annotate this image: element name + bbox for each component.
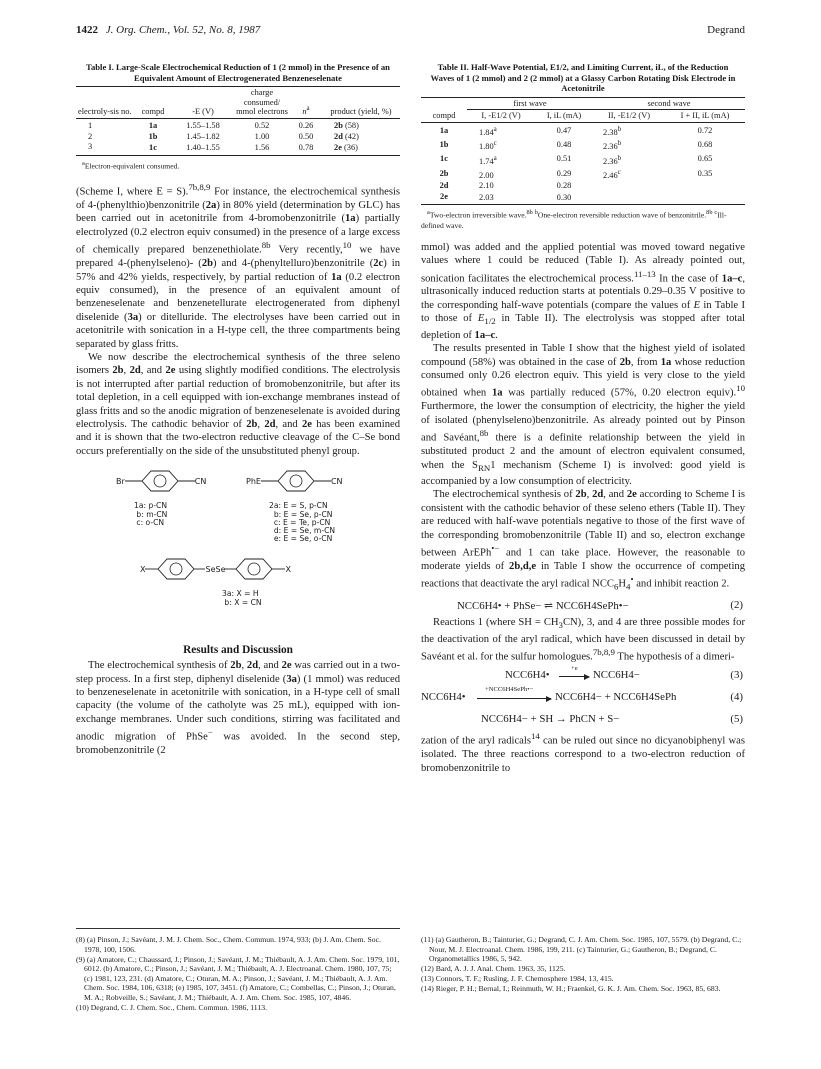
structure-1-labels: 1a: p-CN b: m-CN c: o-CN (134, 501, 168, 527)
equation-4: NCC6H4• +NCC6H4SePh•− NCC6H4− + NCC6H4SePh (4) (421, 686, 743, 704)
body-paragraph: zation of the aryl radicals$^{14}$ can be ruled out since no dicyanobiphenyl was isolated. The three reactions correspond to a two-electron reduction of bromobenzonitrile to (421, 731, 745, 774)
running-head (76, 24, 745, 40)
structure-3-diselenide: SeSe (205, 564, 226, 574)
table1 (76, 86, 400, 156)
footnotes-left (76, 928, 400, 1013)
footnote: (14) Rieger, P. H.; Bernal, I.; Reinmuth, W. H.; Fraenkel, G. K. J. Am. Chem. Soc. 1963, 85, 683. (421, 984, 721, 994)
structure-2-substituent-right: CN (330, 476, 343, 486)
structure-1-substituent-right: CN (194, 476, 207, 486)
body-paragraph: mmol) was added and the applied potential was moved toward negative values where 1 could be reduced (Table I). As already pointed out, sonication facilitates the electrochemical process.$^{11-13}$ In the case of 1a–c, ultrasonically induced reduction starts at potentials 0.29–0.35 V positive to the corresponding half-wave potentials (compare the values of E in Table I to those of $E_{1/2}$ in Table II). The electrolysis was stopped after total depletion of 1a–c. (421, 241, 746, 341)
footnote: (10) Degrand, C. J. Chem. Soc., Chem. Commun. 1986, 1113. (76, 1003, 267, 1013)
body-paragraph: Reactions 1 (where SH = $CH_3CN$), 3, and 4 are three possible modes for the deactivation of the aryl radical, which have been discussed in detail by Savéant et al. for the sulfur homologues.$^{7b,8,9}$ The hypothesis of a dimeri- (421, 617, 745, 663)
table2-header-ii-e: II, -E1/2 (V) (607, 111, 651, 120)
table2-header-i-e: I, -E1/2 (V) (481, 111, 521, 120)
table-row: 2b 2.00 0.29 2.46$^c$ 0.35 (439, 167, 713, 180)
table1-header-no: electroly-sis no. (78, 107, 132, 116)
table1-header-e: -E (V) (192, 107, 214, 116)
table2-group-first: first wave (467, 97, 593, 110)
equation-3: NCC6H4• +e NCC6H4− (3) (505, 665, 743, 682)
footnote: (11) (a) Gautheron, B.; Tainturier, G.; Degrand, C. J. Am. Chem. Soc. 1985, 107, 5579. (b) Degrand, C.; Nour, M. J. Electroanal. Chem. 1986, 199, 211. (c) Tainturier, G.; Gautheron, B.; Degrand, C. Organometallics 1986, 5, 942. (421, 935, 742, 964)
body-paragraph: (Scheme I, where E = S).$^{7b,8,9}$ For instance, the electrochemical synthesis of 4-(phenylthio)benzonitrile (2a) in 80% yield (determination by GLC) has been carried out in acetonitrile from 4-bromobenzonitrile (1a) partially electrolyzed (0.2 electron equiv consumed) in the presence of a large excess of chemically prepared benzenethiolate.$^{8b}$ Very recently,$^{10}$ we have prepared 4-(phenylseleno)- (2b) and 4-(phenyltelluro)benzonitrile (2c) in 57% and 42% yields, respectively, by partial reduction of 1a (0.2 electron equiv consumed), in the presence of an equivalent amount of benzeneselenate and benzenetellurate electrogenerated from diphenyl diselenide (3a) or ditelluride. The electrolyses have been carried out in acetonitrile with sonication in a H-type cell, the three compartments being separated by glass fritts. (76, 182, 401, 350)
benzene-ring-icon (261, 468, 331, 494)
table-row: 2e 2.03 0.30 (421, 192, 745, 205)
table-row: 2d 2.10 0.28 (439, 181, 572, 191)
section-title: Results and Discussion (183, 644, 293, 657)
structure-2-labels: 2a: E = S, p-CN b: E = Se, p-CN c: E = Te, p-CN d: E = Se, m-CN e: E = Se, o-CN (269, 501, 336, 544)
body-paragraph: The electrochemical synthesis of 2b, 2d, and 2e was carried out in a two-step process. In a first step, diphenyl diselenide (3a) (1 mmol) was reduced to benzeneselenate in acetonitrile with sonication, in a H-type cell of small capacity (the volume of the catholyte was 25 mL), equipped with ion-exchange membranes. Under such conditions, stirring was facilitated and anodic migration of PhSe− was avoided. In the second step, bromobenzonitrile (2 (76, 660, 400, 757)
table1-footnote: $^a$Electron-equivalent consumed. (82, 159, 180, 171)
table-row: 1 1a 1.55–1.58 0.52 0.26 2b (58) (88, 121, 359, 130)
table-row: 1c 1.74$^a$ 0.51 2.36$^b$ 0.65 (440, 153, 713, 166)
footnotes-right (421, 928, 745, 995)
left-column (76, 62, 400, 758)
table2-footnotes: $^a$Two-electron irreversible wave.$^{8b}$ $^b$One-electron reversible reduction wave of benzonitrile.$^{8b}$ $^c$Ill-defined wave. (421, 209, 727, 230)
structure-2-substituent-left: PhE (246, 476, 261, 486)
footnote: (12) Bard, A. J. J. Anal. Chem. 1963, 35, 1125. (421, 964, 566, 974)
structure-1 (116, 468, 206, 494)
structure-3-labels: 3a: X = H b: X = CN (222, 589, 262, 607)
journal-citation: J. Org. Chem., Vol. 52, No. 8, 1987 (105, 24, 261, 36)
structure-1-substituent-left: Br (116, 476, 125, 486)
footnote: (8) (a) Pinson, J.; Savéant, J. M. J. Chem. Soc., Chem. Commun. 1974, 933; (b) J. Am. Chem. Soc. 1978, 100, 1506. (76, 935, 381, 954)
chemical-structures (76, 458, 400, 634)
author-name: Degrand (707, 24, 745, 36)
table1-header-n: $n^a$ (302, 104, 310, 116)
table2-header-iii-il: I + II, iL (mA) (680, 111, 730, 120)
table2-group-second: second wave (593, 97, 745, 110)
table-row: 3 1c 1.40–1.55 1.56 0.78 2e (36) (76, 142, 400, 155)
table1-header-charge: charge consumed/ mmol electrons (236, 88, 288, 116)
body-paragraph: The electrochemical synthesis of 2b, 2d, and 2e according to Scheme I is consistent with the cathodic behavior of these seleno ethers (Table II). They are reduced with half-wave potentials negative to those of the first wave of the corresponding bromobenzonitrile (Table II) and so, electron exchange between ArEPh•− and 1 can take place. However, the reasonable to moderate yields of 2b,d,e in Table I show the occurrence of competing reactions that deactivate the aryl radical $NCC_6H_4^•$ and inhibit reaction 2. (421, 489, 746, 593)
right-column (421, 62, 745, 775)
table2-header-compd: compd (432, 111, 456, 120)
body-paragraph: The results presented in Table I show that the highest yield of isolated compound (58%) was obtained in the case of 2b, from 1a whose reduction consumed only 0.26 electron equiv. This yield is very close to the yield obtained when 1a was partially reduced (57%, 0.20 electron equiv).$^{10}$ Furthermore, the lower the consumption of electricity, the higher the yield of isolated (phenylseleno)benzonitrile. As already pointed out by Pinson and Savéant,$^{8b}$ there is a definite relationship between the yield in substituted product 2 and the amount of electron equivalent consumed, when the $S_{RN}1$ mechanism (Scheme I) is involved: good yield is accompanied by a low consumption of electricity. (421, 343, 745, 488)
table2-header-i-il: I, iL (mA) (546, 111, 582, 120)
table-row: 1a 1.84$^a$ 0.47 2.38$^b$ 0.72 (439, 125, 713, 137)
footnote: (13) Connors, T. F.; Rusling, J. F. Chemosphere 1984, 13, 415. (421, 974, 614, 984)
table2 (421, 97, 745, 206)
body-paragraph: We now describe the electrochemical synthesis of the three seleno isomers 2b, 2d, and 2e using slightly modified conditions. The electrolysis is not interrupted after partial reduction of bromobenzonitrile, but after its total depletion, in a cell equipped with ion-exchange membranes instead of glass fritts and so the anodic migration of benzeneselenate is avoided during electrolysis. The cathodic behavior of 2b, 2d, and 2e has been examined and it is shown that the two-electron reductive cleavage of the C–Se bond occurs preferentially on the side of the unsubstituted phenyl group. (76, 351, 401, 457)
footnote: (9) (a) Amatore, C.; Chaussard, J.; Pinson, J.; Savéant, J. M.; Thiébault, A. J. Am. Chem. Soc. 1979, 101, 6012. (b) Amatore, C.; Pinson, J.; Savéant, J. M.; Thiébault, A. J. Electroanal. Chem. 1980, 107, 75; (c) 1981, 123, 231. (d) Amatore, C.; Oturan, M. A.; Pinson, J.; Savéant, J. M.; Thiébault, A. J. Am. Chem. Soc. 1984, 106, 6318; (e) 1985, 107, 3451. (f) Amatore, C.; Combellas, C.; Pinson, J.; Oturan, M. A.; Robveille, S.; Savéant, J. M.; Thiébault, A. J. Am. Chem. Soc. 1985, 107, 4846. (76, 954, 400, 1003)
benzene-ring-icon (125, 468, 195, 494)
table2-caption: Table II. Half-Wave Potential, E1/2, and Limiting Current, iL, of the Reduction Waves of 1 (2 mmol) and 2 (2 mmol) at a Glassy Carbon Rotating Disk Electrode in Acetonitrile (430, 62, 736, 93)
structure-3 (140, 556, 291, 582)
benzene-ring-icon (225, 556, 285, 582)
equation-5: NCC6H4− + SH → PhCN + S− (5) (481, 713, 743, 726)
table-row: 1b 1.80$^c$ 0.48 2.36$^b$ 0.68 (439, 139, 713, 152)
table1-caption: Table I. Large-Scale Electrochemical Reduction of 1 (2 mmol) in the Presence of an Equivalent Amount of Electrogenerated Benzeneselenate (86, 62, 390, 83)
structure-3-substituent-left: X (140, 564, 146, 574)
table1-header-compd: compd (141, 107, 165, 116)
equation-2: NCC6H4• + PhSe− ⇌ NCC6H4SePh•− (2) (457, 599, 743, 613)
structure-3-substituent-right: X (285, 564, 291, 574)
benzene-ring-icon (145, 556, 205, 582)
table1-header-product: product (yield, %) (330, 107, 392, 116)
page-number: 1422 (76, 24, 98, 36)
structure-2 (246, 468, 343, 494)
table-row: 2 1b 1.45–1.82 1.00 0.50 2d (42) (88, 131, 359, 141)
